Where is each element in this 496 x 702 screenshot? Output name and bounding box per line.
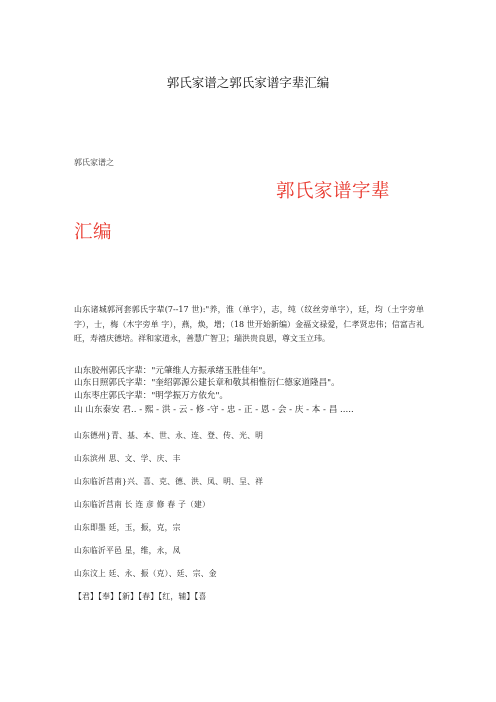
line-bracketed-names: 【君】【奉】【新】【春】【红，辅】【喜 bbox=[74, 592, 207, 601]
line-binzhou: 山东滨州 思、文、学、庆、丰 bbox=[74, 454, 181, 463]
document-title: 郭氏家谱之郭氏家谱字辈汇编 bbox=[166, 75, 330, 90]
line-dezhou: 山东德州}青、基、本、世、永、连、登、传、光、明 bbox=[74, 431, 264, 440]
shandong-zhucheng-paragraph: 山东诸城郭河套郭氏字辈(7--17 世):"养，淮（单字），志，纯（纹丝旁单字），廷，均（土字旁单字），士，梅（木字旁单 字），燕，焕，增；（18 世开始新编）金福文禄爱，仁孝贤忠伟；信富吉礼旺，寿禧庆德培。祥和家道永，善慧广智卫；瑞洪贵良恩，尊文玉立玮。 bbox=[74, 305, 424, 343]
red-heading-line-2: 汇编 bbox=[74, 222, 113, 243]
line-linyi-pingyi: 山东临沂平邑 星，维，永，凤 bbox=[74, 546, 181, 555]
line-jiaozhou: 山东胶州郭氏字辈："元肇维人方振承绪玉胜佳年"。 bbox=[74, 366, 271, 376]
section-label: 郭氏家谱之 bbox=[74, 158, 114, 167]
line-zaozhuang: 山东枣庄郭氏字辈："明学振万方依允"。 bbox=[74, 391, 229, 401]
line-wenshang: 山东汶上 廷、永、振（克）、廷、宗、金 bbox=[74, 569, 217, 578]
line-linyi-junan-1: 山东临沂莒南}兴、喜、克、德、洪、凤、明、呈、祥 bbox=[74, 477, 264, 486]
line-jimo: 山东即墨 廷，玉，振，克，宗 bbox=[74, 523, 181, 532]
line-rizhao: 山东日照郭氏字辈："奎绍郭源公建长章和敬其相惟衍仁德家道隆昌"。 bbox=[74, 378, 340, 388]
line-linyi-junan-2: 山东临沂莒南 长 连 彦 修 春 子（建） bbox=[74, 500, 211, 509]
red-heading-line-1: 郭氏家谱字辈 bbox=[276, 181, 391, 202]
line-taian: 山 山东泰安 君.. - 熙 - 洪 - 云 - 修 -守 - 忠 - 正 - 恩 - 会 - 庆 - 本 - 昌 ..... bbox=[74, 405, 354, 415]
